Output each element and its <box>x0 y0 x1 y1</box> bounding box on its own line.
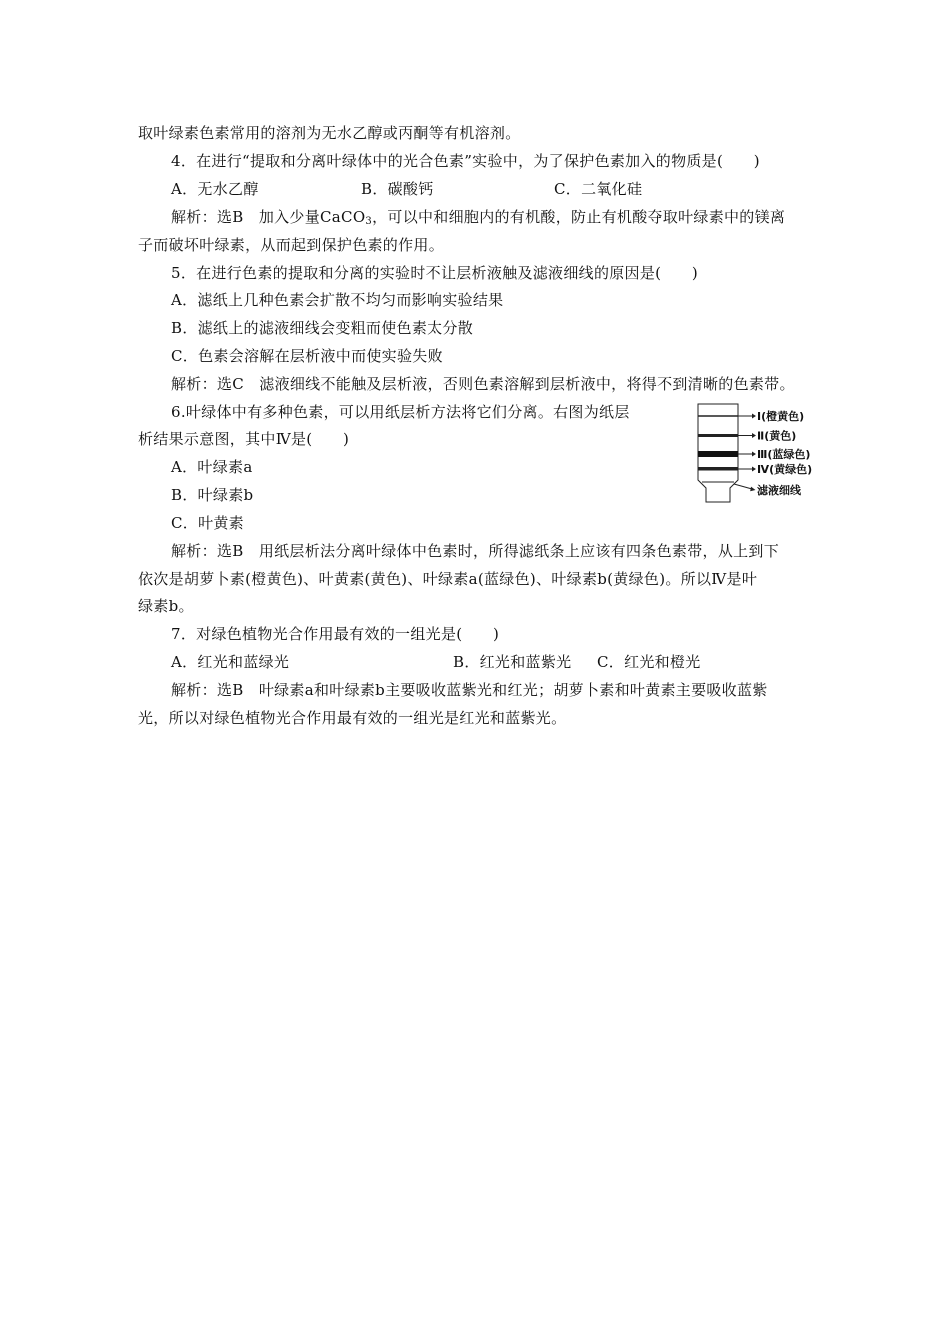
band-3 <box>698 451 738 457</box>
q4-option-b: B．碳酸钙 <box>361 180 434 198</box>
subscript: 3 <box>365 216 373 227</box>
figure-label-1: Ⅰ(橙黄色) <box>757 410 805 423</box>
intro-line: 取叶绿素色素常用的溶剂为无水乙醇或丙酮等有机溶剂。 <box>138 124 521 142</box>
q5-option-b: B．滤纸上的滤液细线会变粗而使色素太分散 <box>171 319 474 337</box>
q4-analysis-line1: 解析：选B 加入少量CaCO$_3$，可以中和细胞内的有机酸，防止有机酸夺取叶绿素中的镁离 <box>171 208 786 227</box>
q7-option-a: A．红光和蓝绿光 <box>171 653 290 671</box>
q4-option-a: A．无水乙醇 <box>171 180 259 198</box>
q7-option-c: C．红光和橙光 <box>597 653 701 671</box>
q4-analysis-line2: 子而破坏叶绿素，从而起到保护色素的作用。 <box>138 236 445 254</box>
q5-option-c: C．色素会溶解在层析液中而使实验失败 <box>171 347 443 365</box>
band-4 <box>698 467 738 471</box>
figure-label-4: Ⅳ(黄绿色) <box>757 463 813 476</box>
q6-stem-line1: 6.叶绿体中有多种色素，可以用纸层析方法将它们分离。右图为纸层 <box>171 403 630 421</box>
q5-analysis: 解析：选C 滤液细线不能触及层析液，否则色素溶解到层析液中，将得不到清晰的色素带。 <box>171 375 795 393</box>
q4-option-c: C．二氧化硅 <box>554 180 643 198</box>
q5-option-a: A．滤纸上几种色素会扩散不均匀而影响实验结果 <box>171 291 504 309</box>
q7-analysis-line2: 光，所以对绿色植物光合作用最有效的一组光是红光和蓝紫光。 <box>138 709 567 727</box>
chromatography-diagram <box>690 398 840 506</box>
figure-label-5: 滤液细线 <box>757 484 801 497</box>
q6-stem-line2: 析结果示意图，其中Ⅳ是( ) <box>138 430 350 448</box>
q5-stem: 5．在进行色素的提取和分离的实验时不让层析液触及滤液细线的原因是( ) <box>171 264 699 282</box>
q6-analysis-line2: 依次是胡萝卜素(橙黄色)、叶黄素(黄色)、叶绿素a(蓝绿色)、叶绿素b(黄绿色)。所以Ⅳ是叶 <box>138 570 758 588</box>
q7-analysis-line1: 解析：选B 叶绿素a和叶绿素b主要吸收蓝紫光和红光；胡萝卜素和叶黄素主要吸收蓝紫 <box>171 681 768 699</box>
figure-label-3: Ⅲ(蓝绿色) <box>757 448 811 461</box>
q6-analysis-line3: 绿素b。 <box>138 597 194 615</box>
band-2 <box>698 434 738 437</box>
figure-label-2: Ⅱ(黄色) <box>757 429 797 443</box>
q6-option-c: C．叶黄素 <box>171 514 244 532</box>
q4-stem: 4．在进行“提取和分离叶绿体中的光合色素”实验中，为了保护色素加入的物质是( ) <box>171 152 760 170</box>
q6-option-a: A．叶绿素a <box>171 458 253 476</box>
q7-option-b: B．红光和蓝紫光 <box>453 653 572 671</box>
arrow-5 <box>734 484 752 489</box>
q6-analysis-line1: 解析：选B 用纸层析法分离叶绿体中色素时，所得滤纸条上应该有四条色素带，从上到下 <box>171 542 780 560</box>
q7-stem: 7．对绿色植物光合作用最有效的一组光是( ) <box>171 625 500 643</box>
q6-option-b: B．叶绿素b <box>171 486 254 504</box>
